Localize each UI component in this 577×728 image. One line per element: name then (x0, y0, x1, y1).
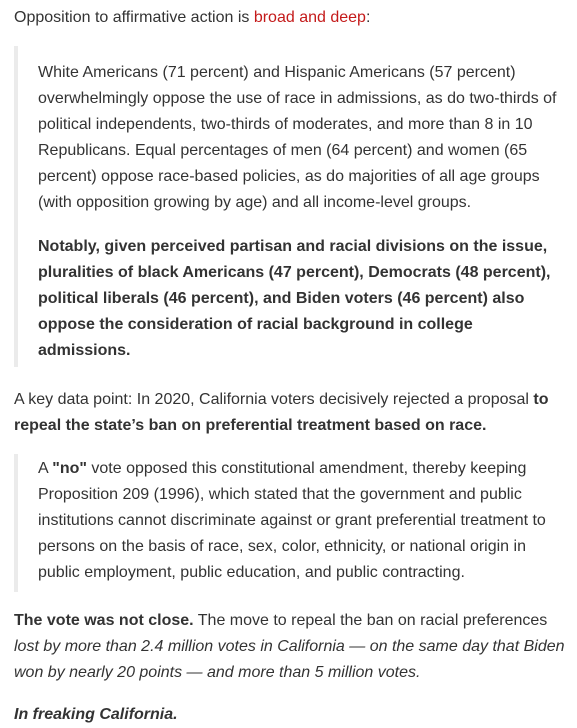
blockquote-survey (14, 46, 569, 367)
quote1-paragraph-2 (38, 234, 569, 364)
quote2-no: "no" (52, 460, 87, 477)
intro-paragraph (14, 0, 569, 31)
datapoint-text: A key data point: In 2020, California voters decisively rejected a proposal (14, 391, 534, 408)
broad-and-deep-link[interactable]: broad and deep (253, 9, 366, 26)
blockquote-proposition (14, 454, 569, 592)
quote2-post: vote opposed this constitutional amendment, thereby keeping Proposition 209 (1996), which stated that the government and public institutions cannot discriminate against or grant preferential treatment to persons on the basis of race, sex, color, ethnicity, or national origin in public employment, public education, and public contracting. (38, 460, 546, 581)
vote-paragraph (14, 608, 569, 686)
quote1-paragraph-1: White Americans (71 percent) and Hispanic Americans (57 percent) overwhelmingly oppose the use of race in admissions, as do two-thirds of political independents, two-thirds of moderates, and more than 8 in 10 Republicans. Equal percentages of men (64 percent) and women (65 percent) oppose race-based policies, as do majorities of all age groups (with opposition growing by age) and all income-level groups. (38, 64, 557, 211)
quote2-paragraph (38, 456, 569, 586)
datapoint-paragraph (14, 387, 569, 439)
vote-italic: lost by more than 2.4 million votes in California — on the same day that Biden won by nearly 20 points — and more than 5 million votes. (14, 638, 565, 681)
intro-colon: : (365, 9, 371, 26)
quote2-pre: A (38, 460, 53, 477)
closing-paragraph (14, 702, 569, 728)
quote1-bold-text: Notably, given perceived partisan and racial divisions on the issue, pluralities of black Americans (47 percent), Democrats (48 percent), political liberals (46 percent), and Biden voters (46 percent) also oppose the consideration of racial background in college admissions. (38, 238, 551, 359)
datapoint-bold: to repeal the state’s ban on preferential treatment based on race. (14, 391, 549, 434)
vote-bold: The vote was not close. (14, 612, 194, 629)
intro-text: Opposition to affirmative action is (14, 9, 254, 26)
closing-text: In freaking California. (14, 706, 178, 723)
vote-text: The move to repeal the ban on racial preferences (193, 612, 548, 629)
